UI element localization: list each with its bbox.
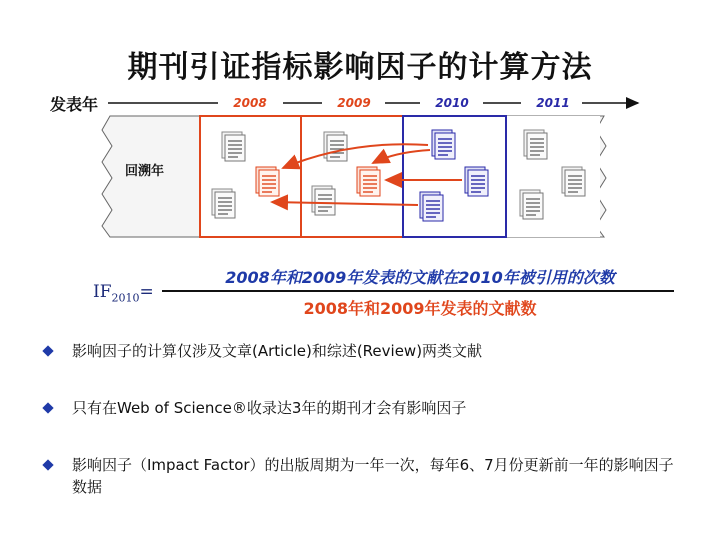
formula-denominator: 2008年和2009年发表的文献数 [303,299,537,318]
year-label-2010: 2010 [435,96,469,110]
diamond-bullet-icon [42,402,53,413]
bullet-text: 只有在Web of Science®收录达3年的期刊才会有影响因子 [72,399,467,417]
document-icon [312,186,335,215]
bullet-item [44,454,684,498]
bullet-item [44,397,684,419]
if-symbol: IF [93,282,112,302]
year-box-2008 [200,116,301,237]
bullet-text: 影响因子（Impact Factor）的出版周期为一年一次，每年6、7月份更新前一年的影响因子数据 [72,456,674,496]
document-icon [520,190,543,219]
year-box-2009 [301,116,403,237]
year-label-2008: 2008 [233,96,267,110]
bullet-text: 影响因子的计算仅涉及文章(Article)和综述(Review)两类文献 [72,342,483,360]
document-icon [357,167,380,196]
document-icon [256,167,279,196]
if-equals: = [139,282,154,302]
timeline-label: 发表年 [50,95,99,114]
document-icon [324,132,347,161]
document-icon [432,130,455,159]
year-box-2011 [507,116,600,237]
diamond-bullet-icon [42,459,53,470]
bullet-item [44,340,684,362]
if-subscript-year: 2010 [111,291,140,305]
fraction-line [162,290,674,292]
year-label-2009: 2009 [337,96,371,110]
diamond-bullet-icon [42,345,53,356]
formula-numerator: 2008年和2009年发表的文献在2010年被引用的次数 [225,268,615,287]
document-icon [524,130,547,159]
year-label-2011: 2011 [536,96,570,110]
document-icon [465,167,488,196]
backtrack-label: 回溯年 [125,164,165,179]
page-title: 期刊引证指标影响因子的计算方法 [127,50,593,85]
document-icon [222,132,245,161]
impact-factor-symbol [93,282,154,304]
document-icon [420,192,443,221]
document-icon [212,189,235,218]
bullet-list [44,340,684,498]
document-icon [562,167,585,196]
